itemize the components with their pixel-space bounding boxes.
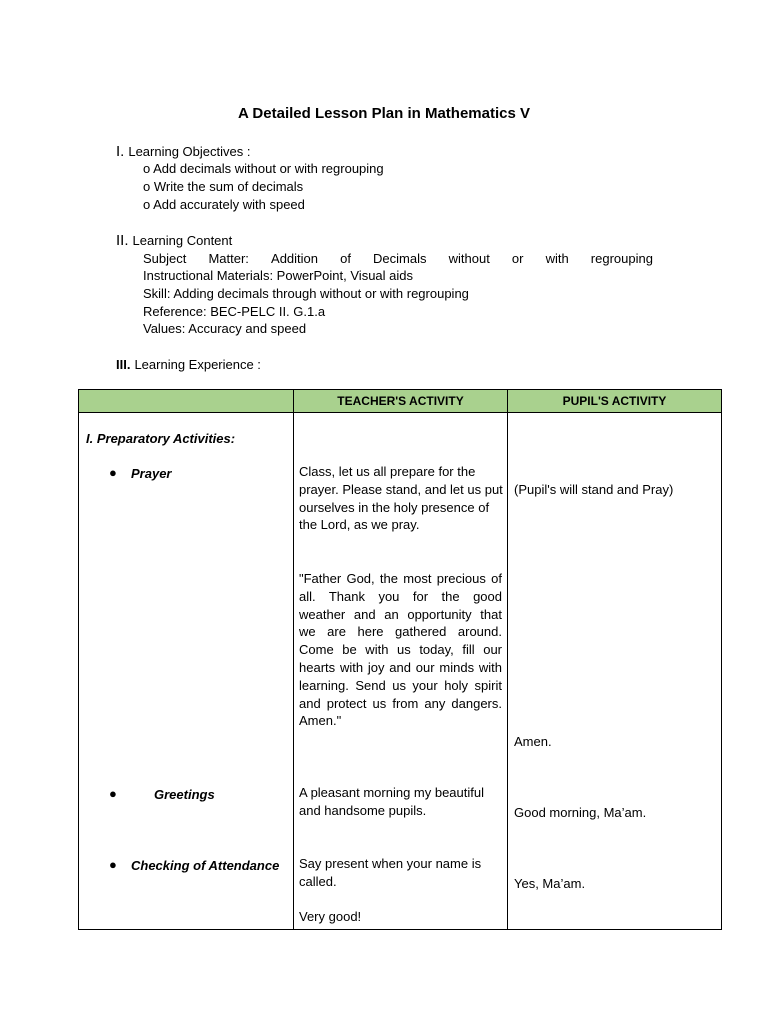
section-number: III. [116,357,131,372]
column-divider [507,390,508,929]
materials-line: Instructional Materials: PowerPoint, Visual aids [143,268,413,283]
lesson-table [78,389,722,930]
table-header-row [79,390,721,413]
word: or [511,251,524,266]
subject-matter-line [143,251,653,266]
section-title: Learning Objectives : [128,144,251,159]
reference-line: Reference: BEC-PELC II. G.1.a [143,304,326,319]
pupil-amen: Amen. [514,734,552,749]
page-title: A Detailed Lesson Plan in Mathematics V [237,105,531,122]
section-number: II. [116,232,129,249]
pupil-prayer-response: (Pupil's will stand and Pray) [514,482,674,497]
section-number: I. [116,143,125,160]
section-content-heading [116,232,232,249]
bullet-icon: ● [109,786,117,801]
objective-item: o Write the sum of decimals [143,179,304,194]
teacher-attendance-instruction: Say present when your name is called. [299,856,482,889]
header-pupil-activity: PUPIL'S ACTIVITY [562,394,667,408]
teacher-prayer-instruction: Class, let us all prepare for the prayer. Please stand, and let us put ourselves in the holy presence of the Lord, as we pray. [299,464,503,533]
word: Matter: [208,251,249,266]
row-label-greetings: Greetings [154,787,215,802]
section-title: Learning Content [132,233,233,248]
row-label-prayer: Prayer [131,466,172,481]
pupil-greeting-response: Good morning, Ma’am. [514,805,647,820]
teacher-greeting: A pleasant morning my beautiful and handsome pupils. [299,785,484,818]
word: Addition [271,251,319,266]
objective-item: o Add decimals without or with regrouping [143,161,384,176]
word: without [448,251,490,266]
column-divider [293,390,294,929]
word: Subject [143,251,187,266]
section-experience-heading [116,357,261,372]
header-teacher-activity: TEACHER'S ACTIVITY [337,394,464,408]
values-line: Values: Accuracy and speed [143,321,307,336]
teacher-prayer-text: "Father God, the most precious of all. Thank you for the good weather and an opportunity that we are here gathered around. Come be with us today, fill our hearts with joy and our minds with learning. Send us your holy spirit and protect us from any dangers. Amen." [299,571,502,729]
word: Decimals [373,251,427,266]
word: of [340,251,351,266]
teacher-praise: Very good! [299,909,362,924]
word: with [545,251,569,266]
section-objectives-heading [116,143,250,160]
row-label-attendance: Checking of Attendance [131,858,280,873]
section-title: Learning Experience : [134,357,261,372]
bullet-icon: ● [109,465,117,480]
preparatory-activities-heading: I. Preparatory Activities: [86,431,236,446]
header-blank-cell [79,390,293,412]
pupil-attendance-response: Yes, Ma’am. [514,876,586,891]
bullet-icon: ● [109,857,117,872]
skill-line: Skill: Adding decimals through without or with regrouping [143,286,469,301]
word: regrouping [590,251,653,266]
objective-item: o Add accurately with speed [143,197,305,212]
